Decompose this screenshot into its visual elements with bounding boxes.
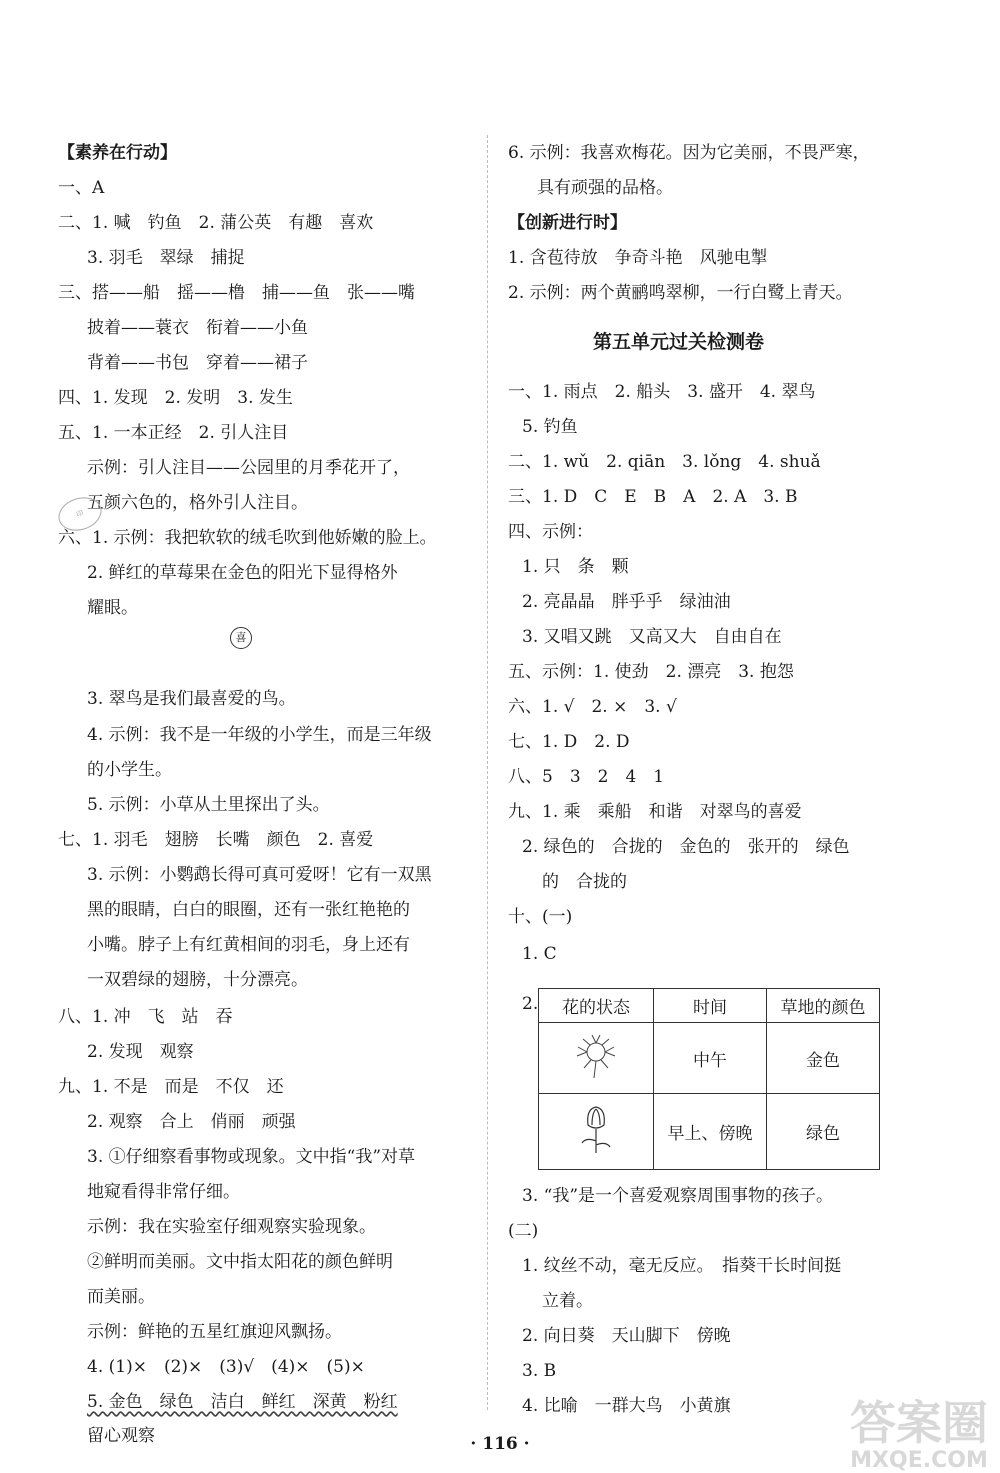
answer-line: 3. 羽毛 翠绿 捕捉 <box>87 248 245 268</box>
answer-line: 黑的眼睛，白白的眼圈，还有一张红艳艳的 <box>87 900 410 920</box>
answer-line: 地窥看得非常仔细。 <box>87 1182 240 1202</box>
answer-line: 四、示例： <box>508 522 593 542</box>
table-header: 时间 <box>654 989 767 1023</box>
answer-line: 的 合拢的 <box>542 872 627 892</box>
watermark-url: MXQE.COM <box>850 1448 988 1473</box>
table-row <box>539 1094 880 1170</box>
answer-line: 2. <box>522 994 539 1014</box>
answer-line: 示例：引人注目——公园里的月季花开了， <box>87 458 410 478</box>
table-cell: 绿色 <box>767 1094 880 1170</box>
answer-line: 3. 翠鸟是我们最喜爱的鸟。 <box>87 689 296 709</box>
answer-line: 小嘴。脖子上有红黄相间的羽毛，身上还有 <box>87 935 410 955</box>
answer-line: 4. 示例：我不是一年级的小学生，而是三年级 <box>87 725 432 745</box>
answer-line: 立着。 <box>542 1291 593 1311</box>
answer-line: 3. “我”是一个喜爱观察周围事物的孩子。 <box>522 1186 834 1206</box>
answer-line: 一、A <box>58 178 105 198</box>
answer-line: 2. 亮晶晶 胖乎乎 绿油油 <box>522 592 731 612</box>
answer-line: 十、(一) <box>508 907 573 927</box>
flower-state-table <box>538 988 880 1170</box>
watermark-logo: 答案圈 <box>850 1396 988 1450</box>
answer-line: 九、1. 不是 而是 不仅 还 <box>58 1077 284 1097</box>
answer-line: 三、搭——船 摇——橹 捕——鱼 张——嘴 <box>58 283 415 303</box>
answer-line: 一双碧绿的翅膀，十分漂亮。 <box>87 970 308 990</box>
answer-line: 2. 鲜红的草莓果在金色的阳光下显得格外 <box>87 563 398 583</box>
answer-line: 八、5 3 2 4 1 <box>508 767 665 787</box>
answer-line: 六、1. 示例：我把软软的绒毛吹到他娇嫩的脸上。 <box>58 528 437 548</box>
table-row <box>539 1023 880 1094</box>
answer-line: 2. 绿色的 合拢的 金色的 张开的 绿色 <box>522 837 850 857</box>
answer-line: 2. 发现 观察 <box>87 1042 194 1062</box>
answer-line: 七、1. 羽毛 翅膀 长嘴 颜色 2. 喜爱 <box>58 830 374 850</box>
answer-line: 披着——蓑衣 衔着——小鱼 <box>87 318 308 338</box>
answer-line: 七、1. D 2. D <box>508 732 630 752</box>
closed-flower-icon <box>539 1094 654 1170</box>
answer-line: 2. 观察 合上 俏丽 顽强 <box>87 1112 296 1132</box>
answer-line: 五、1. 一本正经 2. 引人注目 <box>58 423 289 443</box>
answer-line: 3. 示例：小鹦鹉长得可真可爱呀！它有一双黑 <box>87 865 432 885</box>
answer-line: 具有顽强的品格。 <box>537 178 673 198</box>
section-heading: 【素养在行动】 <box>58 143 177 163</box>
answer-line: 耀眼。 <box>87 598 138 618</box>
table-cell: 中午 <box>654 1023 767 1094</box>
answer-line: 留心观察 <box>87 1426 155 1446</box>
answer-line: 2. 示例：两个黄鹂鸣翠柳，一行白鹭上青天。 <box>508 283 853 303</box>
open-flower-icon <box>539 1023 654 1094</box>
answer-line: 三、1. D C E B A 2. A 3. B <box>508 487 798 507</box>
answer-line: 示例：我在实验室仔细观察实验现象。 <box>87 1217 376 1237</box>
table-header: 花的状态 <box>539 989 654 1023</box>
answer-line: 八、1. 冲 飞 站 吞 <box>58 1007 233 1027</box>
answer-line: 背着——书包 穿着——裙子 <box>87 353 308 373</box>
answer-line: 4. (1)× (2)× (3)√ (4)× (5)× <box>87 1357 365 1377</box>
answer-line: 5. 钓鱼 <box>522 417 578 437</box>
answer-line: 1. 只 条 颗 <box>522 557 629 577</box>
table-cell: 金色 <box>767 1023 880 1094</box>
answer-line: 二、1. wǔ 2. qiān 3. lǒng 4. shuǎ <box>508 452 821 472</box>
answer-line: 六、1. √ 2. × 3. √ <box>508 697 677 717</box>
answer-line: (二) <box>508 1221 539 1241</box>
small-stamp-icon: 印 <box>54 492 106 536</box>
answer-line: 二、1. 喊 钓鱼 2. 蒲公英 有趣 喜欢 <box>58 213 374 233</box>
answer-line: 1. C <box>522 944 557 964</box>
answer-line: 5. 金色 绿色 洁白 鲜红 深黄 粉红 <box>87 1392 398 1412</box>
answer-line: 2. 向日葵 天山脚下 傍晚 <box>522 1326 731 1346</box>
answer-line: 3. B <box>522 1361 557 1381</box>
answer-line: 而美丽。 <box>87 1287 155 1307</box>
answer-line: ②鲜明而美丽。文中指太阳花的颜色鲜明 <box>87 1252 393 1272</box>
answer-line: 4. 比喻 一群大鸟 小黄旗 <box>522 1396 731 1416</box>
answer-line: 3. 又唱又跳 又高又大 自由自在 <box>522 627 782 647</box>
answer-line: 1. 纹丝不动，毫无反应。 指葵干长时间挺 <box>522 1256 842 1276</box>
answer-line: 一、1. 雨点 2. 船头 3. 盛开 4. 翠鸟 <box>508 382 816 402</box>
table-header: 草地的颜色 <box>767 989 880 1023</box>
answer-line: 3. ①仔细察看事物或现象。文中指“我”对草 <box>87 1147 416 1167</box>
column-divider <box>487 135 488 1410</box>
answer-line: 示例：鲜艳的五星红旗迎风飘扬。 <box>87 1322 342 1342</box>
unit-test-title: 第五单元过关检测卷 <box>593 331 765 353</box>
answer-line: 九、1. 乘 乘船 和谐 对翠鸟的喜爱 <box>508 802 802 822</box>
circled-correction-mark: 喜 <box>230 627 252 649</box>
answer-line: 1. 含苞待放 争奇斗艳 风驰电掣 <box>508 248 768 268</box>
answer-line: 6. 示例：我喜欢梅花。因为它美丽，不畏严寒， <box>508 143 870 163</box>
answer-line: 五、示例：1. 使劲 2. 漂亮 3. 抱怨 <box>508 662 794 682</box>
answer-line: 四、1. 发现 2. 发明 3. 发生 <box>58 388 293 408</box>
answer-line: 5. 示例：小草从土里探出了头。 <box>87 795 330 815</box>
answer-line: 五颜六色的，格外引人注目。 <box>87 493 308 513</box>
site-watermark <box>850 1398 988 1473</box>
section-heading: 【创新进行时】 <box>508 213 627 233</box>
table-cell: 早上、傍晚 <box>654 1094 767 1170</box>
answer-line: 的小学生。 <box>87 760 172 780</box>
page-number: · 116 · <box>470 1434 530 1454</box>
